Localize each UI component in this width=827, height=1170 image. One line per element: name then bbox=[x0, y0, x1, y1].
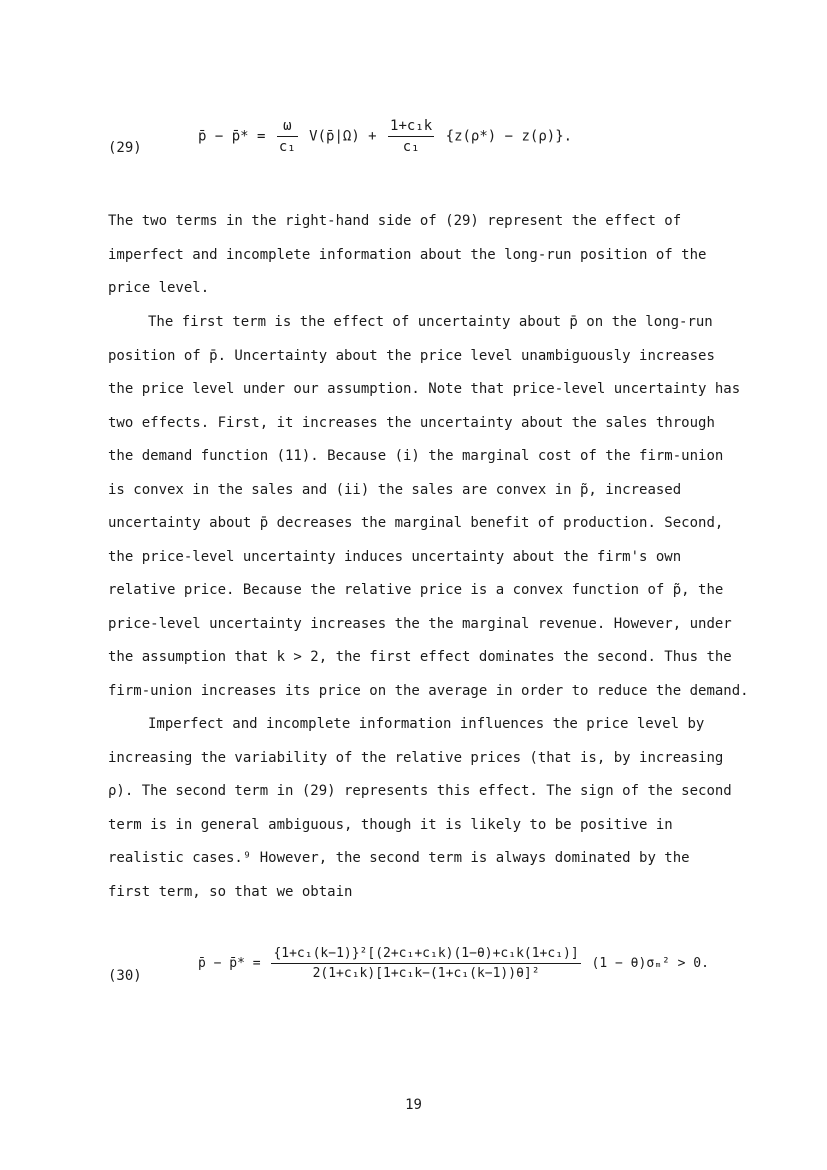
page-number: 19 bbox=[405, 1097, 422, 1113]
text-line: the price level under our assumption. Note that price-level uncertainty has bbox=[108, 381, 741, 397]
fraction-denominator: c₁ bbox=[402, 139, 420, 155]
text-line: price level. bbox=[108, 280, 210, 296]
text-line: the assumption that k > 2, the first effect dominates the second. Thus the bbox=[108, 649, 732, 665]
equation-lhs: p̄ − p̄̄* = bbox=[198, 956, 261, 971]
fraction-main bbox=[271, 946, 580, 981]
text-line: the price-level uncertainty induces uncertainty about the firm's own bbox=[108, 548, 682, 565]
equation-lhs: p̄ − p̄̄* = bbox=[198, 128, 266, 145]
text-line: first term, so that we obtain bbox=[108, 883, 353, 900]
text-line: is convex in the sales and (ii) the sales are convex in p̃, increased bbox=[108, 481, 682, 498]
equation-term-variance: V(p̄|Ω) + bbox=[309, 128, 377, 145]
paragraph-3 bbox=[108, 708, 748, 909]
equation-body bbox=[198, 118, 572, 155]
fraction-numerator: {1+c₁(k−1)}²[(2+c₁+c₁k)(1−θ)+c₁k(1+c₁)] bbox=[271, 946, 580, 964]
fraction-denominator: c₁ bbox=[278, 139, 296, 155]
equation-rhs: (1 − θ)σₘ² > 0. bbox=[591, 956, 709, 971]
text-line: term is in general ambiguous, though it is likely to be positive in bbox=[108, 816, 673, 833]
equation-number: (30) bbox=[108, 968, 142, 984]
text-line: realistic cases.⁹ However, the second term is always dominated by the bbox=[108, 850, 690, 866]
text-line: the demand function (11). Because (i) the marginal cost of the firm-union bbox=[108, 448, 724, 464]
fraction-numerator: 1+c₁k bbox=[388, 118, 434, 137]
text-line: ρ). The second term in (29) represents this effect. The sign of the second bbox=[108, 783, 732, 799]
text-line: The first term is the effect of uncertainty about p̄ on the long-run bbox=[148, 314, 713, 330]
text-line: firm-union increases its price on the average in order to reduce the demand. bbox=[108, 682, 749, 699]
text-line: imperfect and incomplete information about the long-run position of the bbox=[108, 246, 707, 263]
text-line: increasing the variability of the relative prices (that is, by increasing bbox=[108, 749, 724, 766]
text-line: uncertainty about p̄ decreases the marginal benefit of production. Second, bbox=[108, 515, 724, 531]
text-line: two effects. First, it increases the uncertainty about the sales through bbox=[108, 414, 715, 431]
fraction-omega-over-c1 bbox=[277, 118, 298, 155]
text-line: price-level uncertainty increases the the marginal revenue. However, under bbox=[108, 615, 732, 632]
fraction-denominator: 2(1+c₁k)[1+c₁k−(1+c₁(k−1))θ]² bbox=[312, 966, 540, 981]
text-line: relative price. Because the relative price is a convex function of p̃, the bbox=[108, 582, 724, 598]
paragraph-2 bbox=[108, 306, 748, 708]
equation-body bbox=[198, 946, 709, 981]
text-line: Imperfect and incomplete information influences the price level by bbox=[148, 716, 705, 732]
equation-number: (29) bbox=[108, 140, 142, 156]
fraction-second-term bbox=[388, 118, 434, 155]
equation-term-z: {z(ρ*) − z(ρ)}. bbox=[445, 128, 573, 145]
text-line: position of p̄. Uncertainty about the price level unambiguously increases bbox=[108, 347, 715, 364]
paragraph-1 bbox=[108, 205, 748, 306]
fraction-numerator: ω bbox=[277, 118, 298, 137]
text-line: The two terms in the right-hand side of (29) represent the effect of bbox=[108, 213, 682, 229]
